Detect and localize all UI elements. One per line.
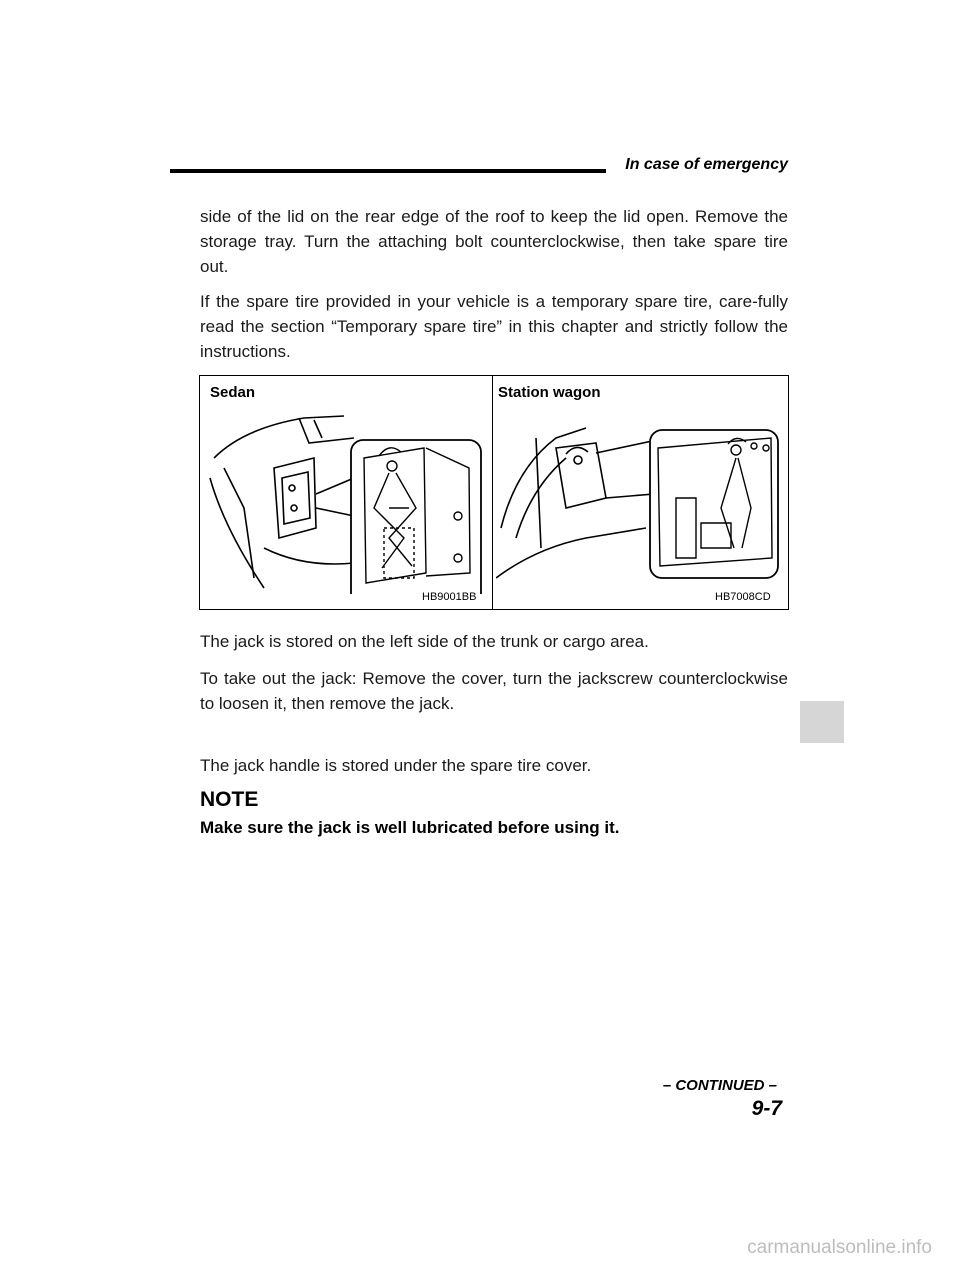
note-text: Make sure the jack is well lubricated before using it. [200,818,620,837]
watermark: carmanualsonline.info [747,1237,932,1258]
note-title: NOTE [200,788,259,811]
paragraph-jack-location: The jack is stored on the left side of the trunk or cargo area. [200,632,649,651]
station-wagon-cargo-illustration [496,398,784,594]
section-title: In case of emergency [625,156,788,173]
station-wagon-figure-code: HB7008CD [715,591,771,603]
paragraph-temporary-spare: If the spare tire provided in your vehicle is a temporary spare tire, care-fully read the section “Temporary spare tire” in this chapter and strictly follow the instructions. [200,292,788,361]
continued-label: – CONTINUED – [662,1077,777,1094]
chapter-side-tab [800,701,844,743]
sedan-figure-code: HB9001BB [422,591,477,603]
figure-divider [492,376,493,609]
page-number: 9-7 [751,1097,782,1120]
paragraph-jack-handle: The jack handle is stored under the spare tire cover. [200,756,592,775]
sedan-trunk-illustration [204,398,490,594]
station-wagon-label: Station wagon [498,384,601,401]
jack-location-figure [199,375,789,610]
paragraph-spare-tire-removal: side of the lid on the rear edge of the roof to keep the lid open. Remove the storage tray. Turn the attaching bolt counterclockwise, then take spare tire out. [200,207,788,276]
paragraph-take-out-jack: To take out the jack: Remove the cover, turn the jackscrew counterclockwise to loosen it, then remove the jack. [200,669,788,713]
header-rule [170,169,606,173]
sedan-label: Sedan [210,384,256,401]
